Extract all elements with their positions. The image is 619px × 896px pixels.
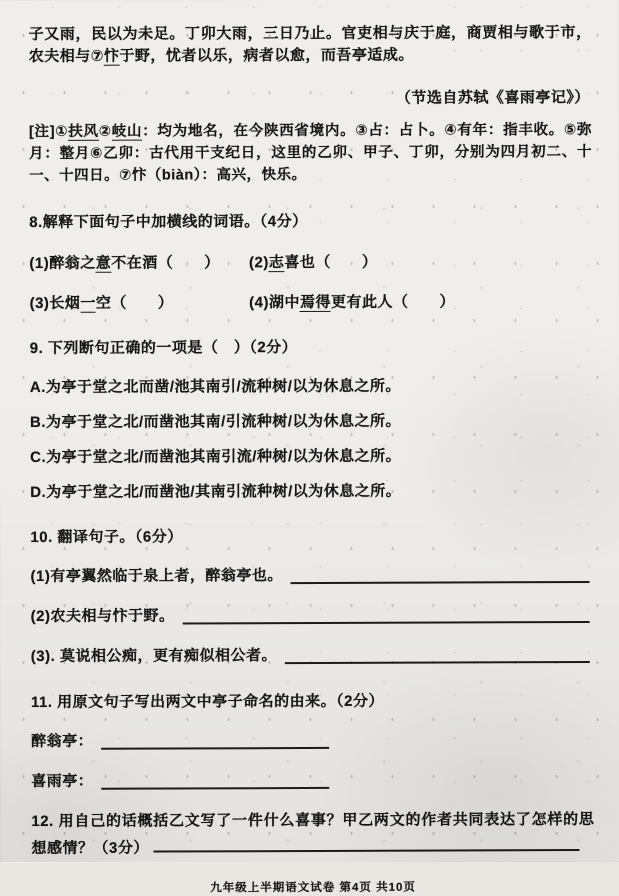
underlined-term: 岐山 [111, 123, 143, 140]
underlined-term: 意 [95, 254, 112, 272]
answer-blank [183, 619, 590, 624]
text-run: (1)醉翁之 [29, 254, 96, 272]
question-8-row-2 [30, 290, 593, 313]
q8-item-4 [249, 290, 592, 312]
text-run: ：均为地名，在今陕西省境内。③占：占卜。④有年：指丰收。⑤弥月：整月⑥乙卯：古代用干支纪日，这里的乙卯、甲子、丁卯，分别为四月初二、十一、十四日。⑦忭（biàn）：高兴，快乐。 [29, 122, 593, 184]
q8-item-3 [30, 291, 250, 313]
q8-item-2 [249, 250, 592, 272]
q10-item-2-label: (2)农夫相与忭于野。 [30, 607, 175, 625]
question-10-header: 10. 翻译句子。（6分） [30, 528, 183, 546]
text-run: 不在酒（ ） [111, 254, 220, 272]
notes-paragraph [29, 119, 592, 187]
q10-item-3-label: (3). 莫说相公痴，更有痴似相公者。 [30, 647, 277, 665]
text-run: (2) [248, 254, 269, 272]
text-run: 子又雨，民以为未足。丁卯大雨，三日乃止。官吏相与庆于庭，商贾相与歌于市，农夫相与⑦ [28, 24, 592, 65]
passage-paragraph [29, 22, 592, 68]
q11-item-1-label: 醉翁亭： [31, 732, 94, 750]
question-11-header: 11. 用原文句子写出两文中亭子命名的由来。（2分） [30, 692, 385, 711]
attribution-line: （节选自苏轼《喜雨亭记》） [395, 89, 590, 107]
underlined-term: 忭 [103, 47, 120, 65]
answer-blank [101, 745, 329, 750]
q11-item-2-label: 喜雨亭： [31, 772, 94, 790]
answer-blank [291, 579, 590, 584]
text-run: 更有此人（ ） [330, 293, 456, 311]
q11-item-zuiwengting [31, 730, 594, 752]
q10-item-1-label: (1)有亭翼然临于泉上者，醉翁亭也。 [30, 567, 283, 585]
text-run: 空（ ） [95, 294, 174, 312]
q9-option-b: B.为亭于堂之北/而凿池其南/引流种树/以为休息之所。 [29, 412, 402, 431]
q10-item-1 [30, 565, 593, 587]
answer-blank [285, 659, 590, 664]
page-footer: 九年级上半期语文试卷 第4页 共10页 [210, 881, 416, 895]
text-run: ② [98, 123, 112, 140]
q8-item-1 [29, 251, 249, 273]
underlined-term: 一 [80, 294, 96, 312]
text-run: [注]① [28, 123, 69, 140]
text-run: 于野，忧者以乐，病者以愈，而吾亭适成。 [119, 46, 414, 65]
q10-item-3 [31, 645, 594, 667]
q9-option-d: D.为亭于堂之北/而凿池/其南引流种树/以为休息之所。 [30, 482, 402, 501]
text-run: (3)长烟 [29, 294, 81, 312]
question-12-text: 12. 用自己的话概括乙文写了一件什么喜事？甲乙两文的作者共同表达了怎样的思想感情？（3分） [31, 811, 595, 857]
text-run: (4)湖中 [249, 294, 300, 312]
answer-blank [101, 785, 329, 790]
question-12 [31, 806, 594, 862]
question-8-row-1 [29, 250, 592, 273]
underlined-term: 志 [268, 254, 285, 272]
q10-item-2 [31, 605, 594, 627]
question-8-header: 8.解释下面句子中加横线的词语。（4分） [29, 213, 308, 231]
q11-item-xiyuting [31, 770, 594, 792]
answer-blank [153, 836, 579, 853]
text-run: 喜也（ ） [284, 253, 378, 272]
underlined-term: 焉得 [299, 293, 332, 312]
q9-option-c: C.为亭于堂之北/而凿池其南引流/种树/以为休息之所。 [30, 447, 402, 466]
q9-option-a: A.为亭于堂之北而凿/池其南引/流种树/以为休息之所。 [29, 377, 401, 396]
underlined-term: 扶风 [68, 123, 99, 140]
question-9-header: 9. 下列断句正确的一项是（ ）（2分） [29, 339, 298, 357]
